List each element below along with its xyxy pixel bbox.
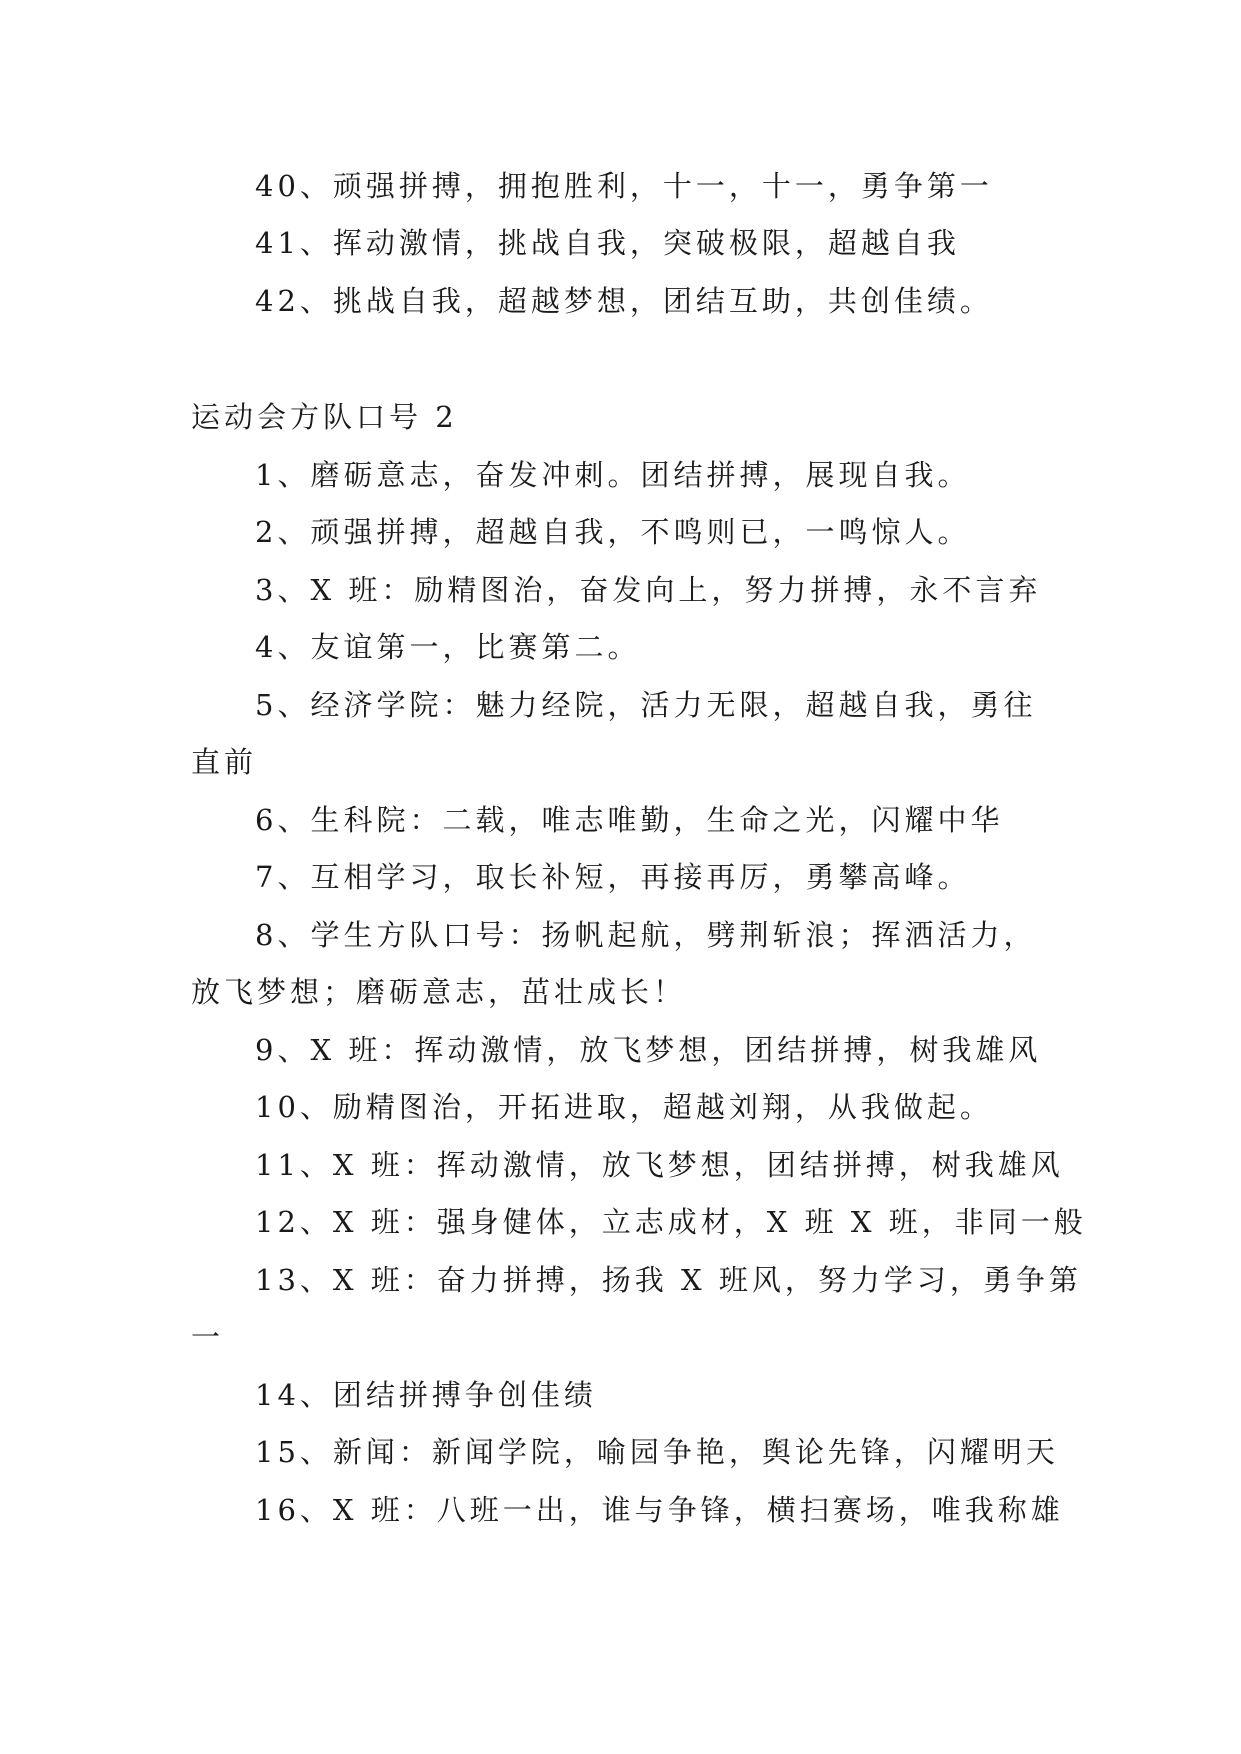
text-line: 41、挥动激情，挑战自我，突破极限，超越自我 (255, 226, 960, 260)
text-line-continuation: 直前 (191, 745, 258, 779)
text-line: 12、X 班：强身健体，立志成材，X 班 X 班，非同一般 (255, 1205, 1087, 1239)
text-line: 11、X 班：挥动激情，放飞梦想，团结拼搏，树我雄风 (255, 1148, 1064, 1182)
text-line: 14、团结拼搏争创佳绩 (255, 1378, 597, 1412)
text-line: 6、生科院：二载，唯志唯勤，生命之光，闪耀中华 (255, 803, 1004, 837)
text-line: 42、挑战自我，超越梦想，团结互助，共创佳绩。 (255, 284, 993, 318)
text-line: 13、X 班：奋力拼搏，扬我 X 班风，努力学习，勇争第 (255, 1263, 1082, 1297)
text-line: 3、X 班：励精图治，奋发向上，努力拼搏，永不言弃 (255, 573, 1042, 607)
text-line: 10、励精图治，开拓进取，超越刘翔，从我做起。 (255, 1090, 993, 1124)
text-line-continuation: 一 (191, 1320, 225, 1354)
text-line: 40、顽强拼搏，拥抱胜利，十一，十一，勇争第一 (255, 169, 993, 203)
section-heading: 运动会方队口号 2 (191, 400, 458, 434)
text-line: 7、互相学习，取长补短，再接再厉，勇攀高峰。 (255, 860, 971, 894)
text-line: 4、友谊第一，比赛第二。 (255, 630, 641, 664)
text-line: 16、X 班：八班一出，谁与争锋，横扫赛场，唯我称雄 (255, 1493, 1064, 1527)
text-line: 8、学生方队口号：扬帆起航，劈荆斩浪；挥洒活力， (255, 918, 1037, 952)
text-line: 2、顽强拼搏，超越自我，不鸣则已，一鸣惊人。 (255, 515, 971, 549)
text-line-continuation: 放飞梦想；磨砺意志，茁壮成长！ (191, 975, 687, 1009)
text-line: 1、磨砺意志，奋发冲刺。团结拼搏，展现自我。 (255, 458, 971, 492)
text-line: 9、X 班：挥动激情，放飞梦想，团结拼搏，树我雄风 (255, 1033, 1042, 1067)
text-line: 5、经济学院：魅力经院，活力无限，超越自我，勇往 (255, 688, 1037, 722)
text-line: 15、新闻：新闻学院，喻园争艳，舆论先锋，闪耀明天 (255, 1435, 1059, 1469)
